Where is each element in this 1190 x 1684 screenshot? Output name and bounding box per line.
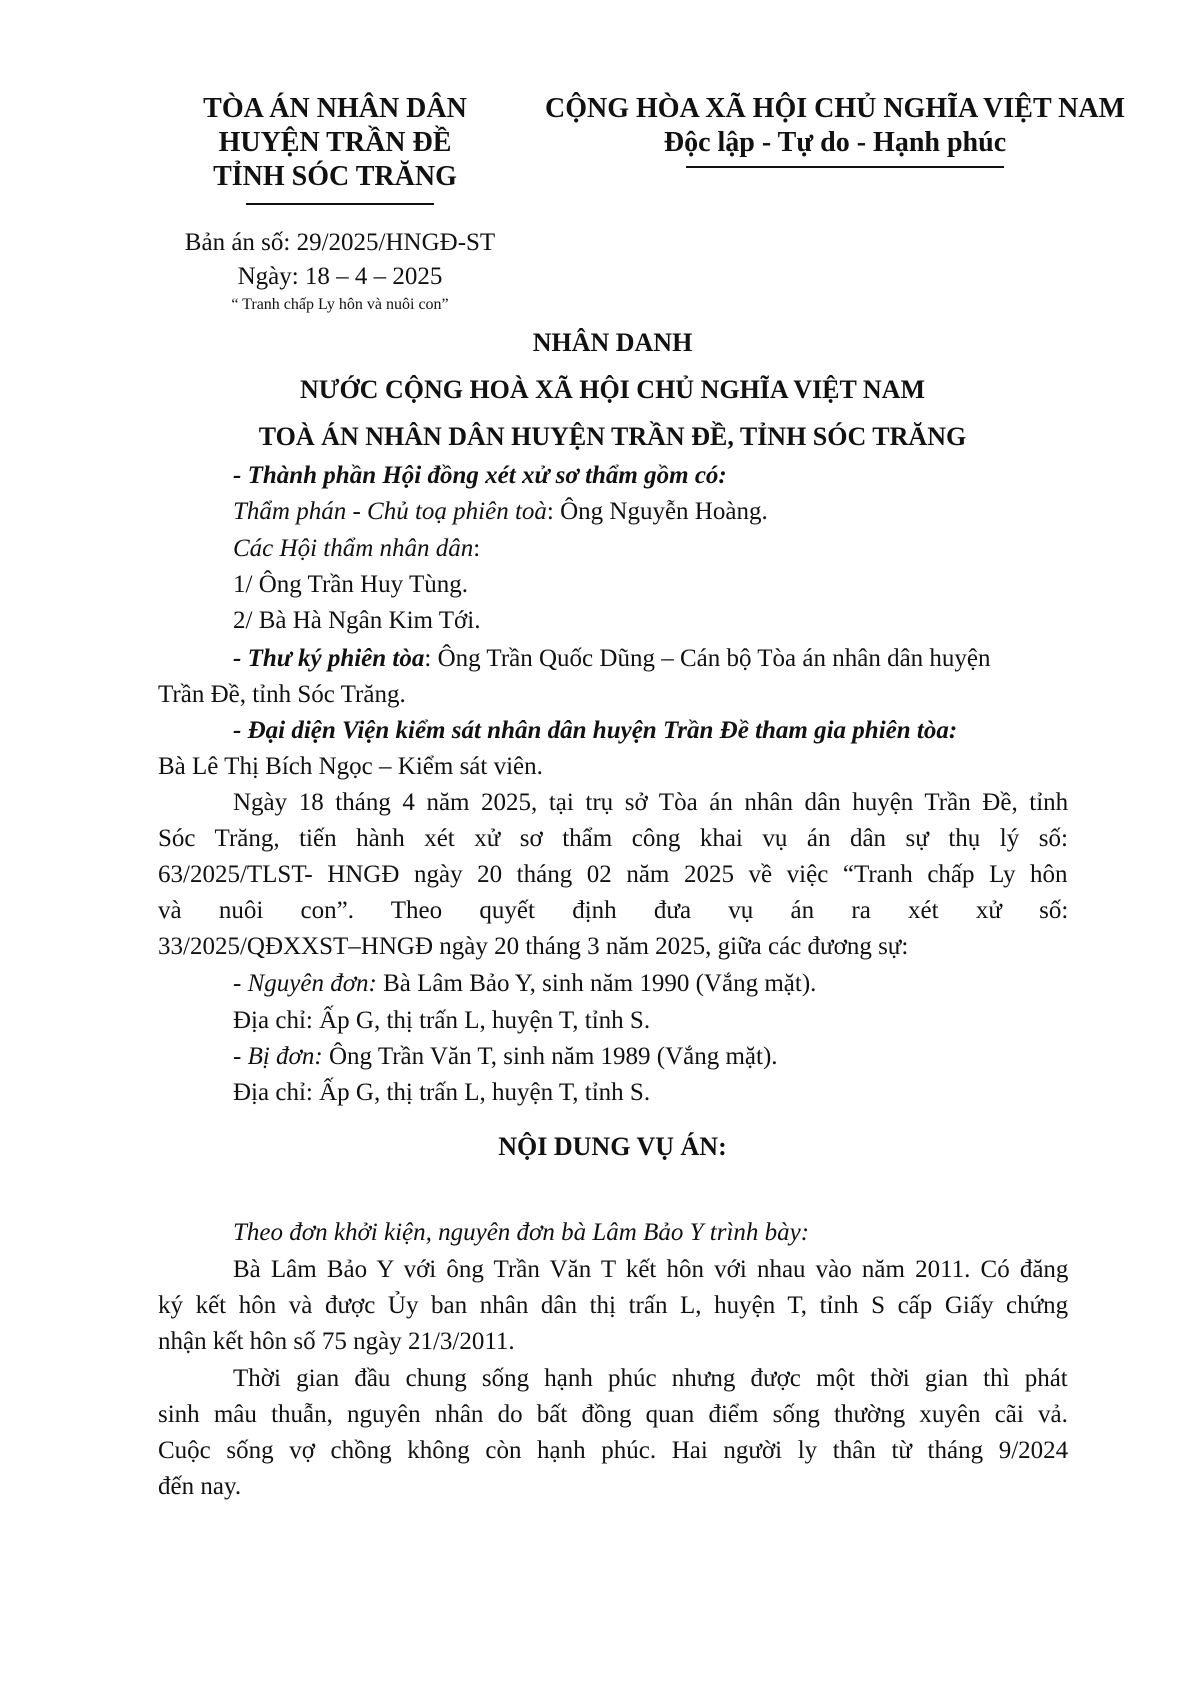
para2-line-3: Cuộc sống vợ chồng không còn hạnh phúc. Hai người ly thân từ tháng 9/2024 — [158, 1437, 1069, 1464]
national-motto-block — [530, 92, 1140, 160]
procurator-label: - Đại diện Viện kiểm sát nhân dân huyện Trần Đề tham gia phiên tòa: — [233, 717, 958, 744]
hearing-line-5: 33/2025/QĐXXST–HNGĐ ngày 20 tháng 3 năm 2025, giữa các đương sự: — [158, 933, 909, 960]
assessor-1: 1/ Ông Trần Huy Tùng. — [233, 571, 468, 598]
plaintiff-label: - Nguyên đơn: — [233, 970, 377, 997]
case-number: Bản án số: 29/2025/HNGĐ-ST — [184, 229, 496, 256]
para1-line-1: Bà Lâm Bảo Y với ông Trần Văn T kết hôn với nhau vào năm 2011. Có đăng — [233, 1256, 1069, 1283]
case-subject: “ Tranh chấp Ly hôn và nuôi con” — [231, 296, 449, 313]
title-in-the-name: NHÂN DANH — [532, 328, 693, 357]
para2-line-2: sinh mâu thuẫn, nguyên nhân do bất đồng quan điểm sống thường xuyên cãi vả. — [158, 1401, 1068, 1428]
hearing-line-3: 63/2025/TLST- HNGĐ ngày 20 tháng 02 năm 2025 về việc “Tranh chấp Ly hôn — [158, 861, 1068, 888]
national-name: CỘNG HÒA XÃ HỘI CHỦ NGHĨA VIỆT NAM — [544, 93, 1126, 124]
para2-line-4: đến nay. — [158, 1473, 242, 1500]
court-name-underline — [246, 203, 434, 205]
title-court: TOÀ ÁN NHÂN DÂN HUYỆN TRẦN ĐỀ, TỈNH SÓC TRĂNG — [258, 422, 967, 451]
assessors-colon: : — [473, 535, 481, 562]
clerk-label: - Thư ký phiên tòa — [233, 645, 425, 672]
hearing-line-1: Ngày 18 tháng 4 năm 2025, tại trụ sở Tòa án nhân dân huyện Trần Đề, tỉnh — [233, 789, 1069, 816]
court-name-line1: TÒA ÁN NHÂN DÂN — [203, 93, 467, 124]
para1-line-3: nhận kết hôn số 75 ngày 21/3/2011. — [158, 1328, 515, 1355]
defendant-line — [233, 1039, 778, 1074]
case-date: Ngày: 18 – 4 – 2025 — [237, 263, 443, 290]
plaintiff-address: Địa chỉ: Ấp G, thị trấn L, huyện T, tỉnh S. — [233, 1007, 651, 1034]
defendant-address: Địa chỉ: Ấp G, thị trấn L, huyện T, tỉnh S. — [233, 1079, 651, 1106]
hearing-line-4: và nuôi con”. Theo quyết định đưa vụ án ra xét xử số: — [158, 897, 1069, 924]
defendant-info: Ông Trần Văn T, sinh năm 1989 (Vắng mặt). — [322, 1043, 778, 1070]
content-heading: NỘI DUNG VỤ ÁN: — [498, 1132, 727, 1161]
clerk-line-2: Trần Đề, tỉnh Sóc Trăng. — [158, 681, 406, 708]
court-name-line2: HUYỆN TRẦN ĐỀ — [218, 127, 452, 158]
judge-label: Thẩm phán - Chủ toạ phiên toà — [233, 498, 547, 525]
court-name-block — [170, 92, 500, 194]
judge-name: : Ông Nguyễn Hoàng. — [546, 498, 768, 525]
hearing-line-2: Sóc Trăng, tiến hành xét xử sơ thẩm công khai vụ án dân sự thụ lý số: — [158, 825, 1068, 852]
defendant-label: - Bị đơn: — [233, 1043, 323, 1070]
assessor-2: 2/ Bà Hà Ngân Kim Tới. — [233, 607, 481, 634]
content-intro: Theo đơn khởi kiện, nguyên đơn bà Lâm Bảo Y trình bày: — [233, 1219, 810, 1246]
assessors-label: Các Hội thẩm nhân dân — [233, 535, 474, 562]
case-info-block — [130, 226, 550, 316]
title-state: NƯỚC CỘNG HOÀ XÃ HỘI CHỦ NGHĨA VIỆT NAM — [299, 375, 925, 404]
plaintiff-line — [233, 966, 816, 1001]
national-motto-underline — [686, 166, 1004, 168]
para2-line-1: Thời gian đầu chung sống hạnh phúc nhưng được một thời gian thì phát — [233, 1365, 1068, 1392]
judge-line — [233, 494, 768, 529]
procurator-name: Bà Lê Thị Bích Ngọc – Kiểm sát viên. — [158, 753, 543, 780]
court-name-line3: TỈNH SÓC TRĂNG — [213, 161, 457, 192]
assessors-line — [233, 531, 480, 566]
clerk-text: : Ông Trần Quốc Dũng – Cán bộ Tòa án nhân dân huyện — [424, 645, 991, 672]
plaintiff-info: Bà Lâm Bảo Y, sinh năm 1990 (Vắng mặt). — [376, 970, 817, 997]
panel-heading: - Thành phần Hội đồng xét xử sơ thẩm gồm có: — [233, 462, 727, 489]
clerk-line — [233, 641, 991, 676]
national-motto: Độc lập - Tự do - Hạnh phúc — [663, 127, 1007, 158]
para1-line-2: ký kết hôn và được Ủy ban nhân dân thị trấn L, huyện T, tỉnh S cấp Giấy chứng — [158, 1292, 1069, 1319]
